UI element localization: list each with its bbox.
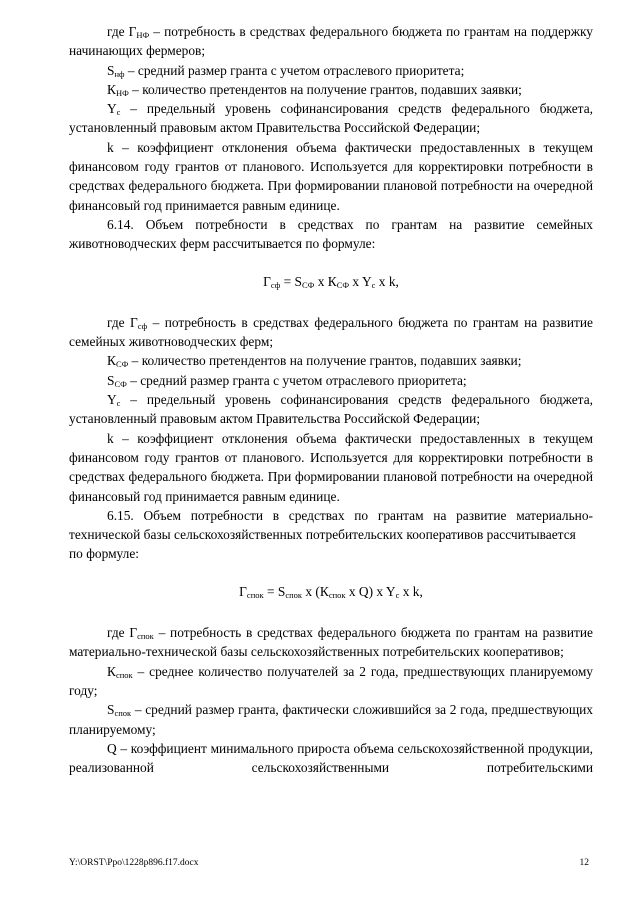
section-6-15-continuation: по формуле: <box>69 546 139 562</box>
formula-g-sf: $Г_{сф} = S_{СФ}$ x $К_{СФ}$ x $Y_c$ x k, <box>263 273 399 290</box>
definition-s-sf: $S_{СФ}$ – средний размер гранта с учетом отраслевого приоритета; <box>107 372 467 389</box>
definition-k-nf: $К_{НФ}$ – количество претендентов на получение грантов, подавших заявки; <box>107 81 522 98</box>
definition-s-nf: $S_{нф}$ – средний размер гранта с учетом отраслевого приоритета; <box>107 62 465 79</box>
definition-s-spok: $S_{спок}$ – средний размер гранта, фактически сложившийся за 2 года, предшествующих планируемому; <box>69 702 593 737</box>
document-body <box>69 22 593 777</box>
definition-q: Q – коэффициент минимального прироста объема сельскохозяйственной продукции, реализованной сельскохозяйственными потребительскими <box>69 740 593 776</box>
definition-g-spok: где $Г_{спок}$ – потребность в средствах федерального бюджета по грантам на развитие материально-технической базы сельскохозяйственных потребительских кооперативов; <box>69 625 593 660</box>
file-path: Y:\ORST\Ppo\1228p896.f17.docx <box>69 858 199 868</box>
definition-k-sf: $К_{СФ}$ – количество претендентов на получение грантов, подавших заявки; <box>107 353 522 370</box>
definition-yc-2: $Y_c$ – предельный уровень софинансирования средств федерального бюджета, установленный правовым актом Правительства Российской Федерации; <box>69 392 593 427</box>
definition-k-2: k – коэффициент отклонения объема фактически предоставленных в текущем финансовом году грантов от планового. Используется для корректировки потребности в средствах федерального бюджета. При формировании плановой потребности на очередной финансовый год принимается равным единице. <box>69 430 593 504</box>
definition-k: k – коэффициент отклонения объема фактически предоставленных в текущем финансовом году грантов от планового. Используется для корректировки потребности в средствах федерального бюджета. При формировании плановой потребности на очередной финансовый год принимается равным единице. <box>69 139 593 213</box>
definition-g-sf: где $Г_{сф}$ – потребность в средствах федерального бюджета по грантам на развитие семейных животноводческих ферм; <box>69 314 594 350</box>
page-number: 12 <box>579 858 589 868</box>
section-6-15: 6.15. Объем потребности в средствах по грантам на развитие материально-технической базы сельскохозяйственных потребительских кооперативов рассчитывается <box>69 507 593 543</box>
definition-yc: $Y_c$ – предельный уровень софинансирования средств федерального бюджета, установленный правовым актом Правительства Российской Федерации; <box>69 101 593 136</box>
definition-g-nf: где $Г_{НФ}$ – потребность в средствах федерального бюджета по грантам на поддержку начинающих фермеров; <box>69 24 593 59</box>
definition-k-spok: $К_{спок}$ – среднее количество получателей за 2 года, предшествующих планируемому году; <box>69 663 593 698</box>
formula-g-spok: $Г_{спок} = S_{спок}$ x ($К_{спок}$ x Q) x $Y_c$ x k, <box>239 583 423 600</box>
section-6-14: 6.14. Объем потребности в средствах по грантам на развитие семейных животноводческих ферм рассчитывается по формуле: <box>69 216 593 252</box>
